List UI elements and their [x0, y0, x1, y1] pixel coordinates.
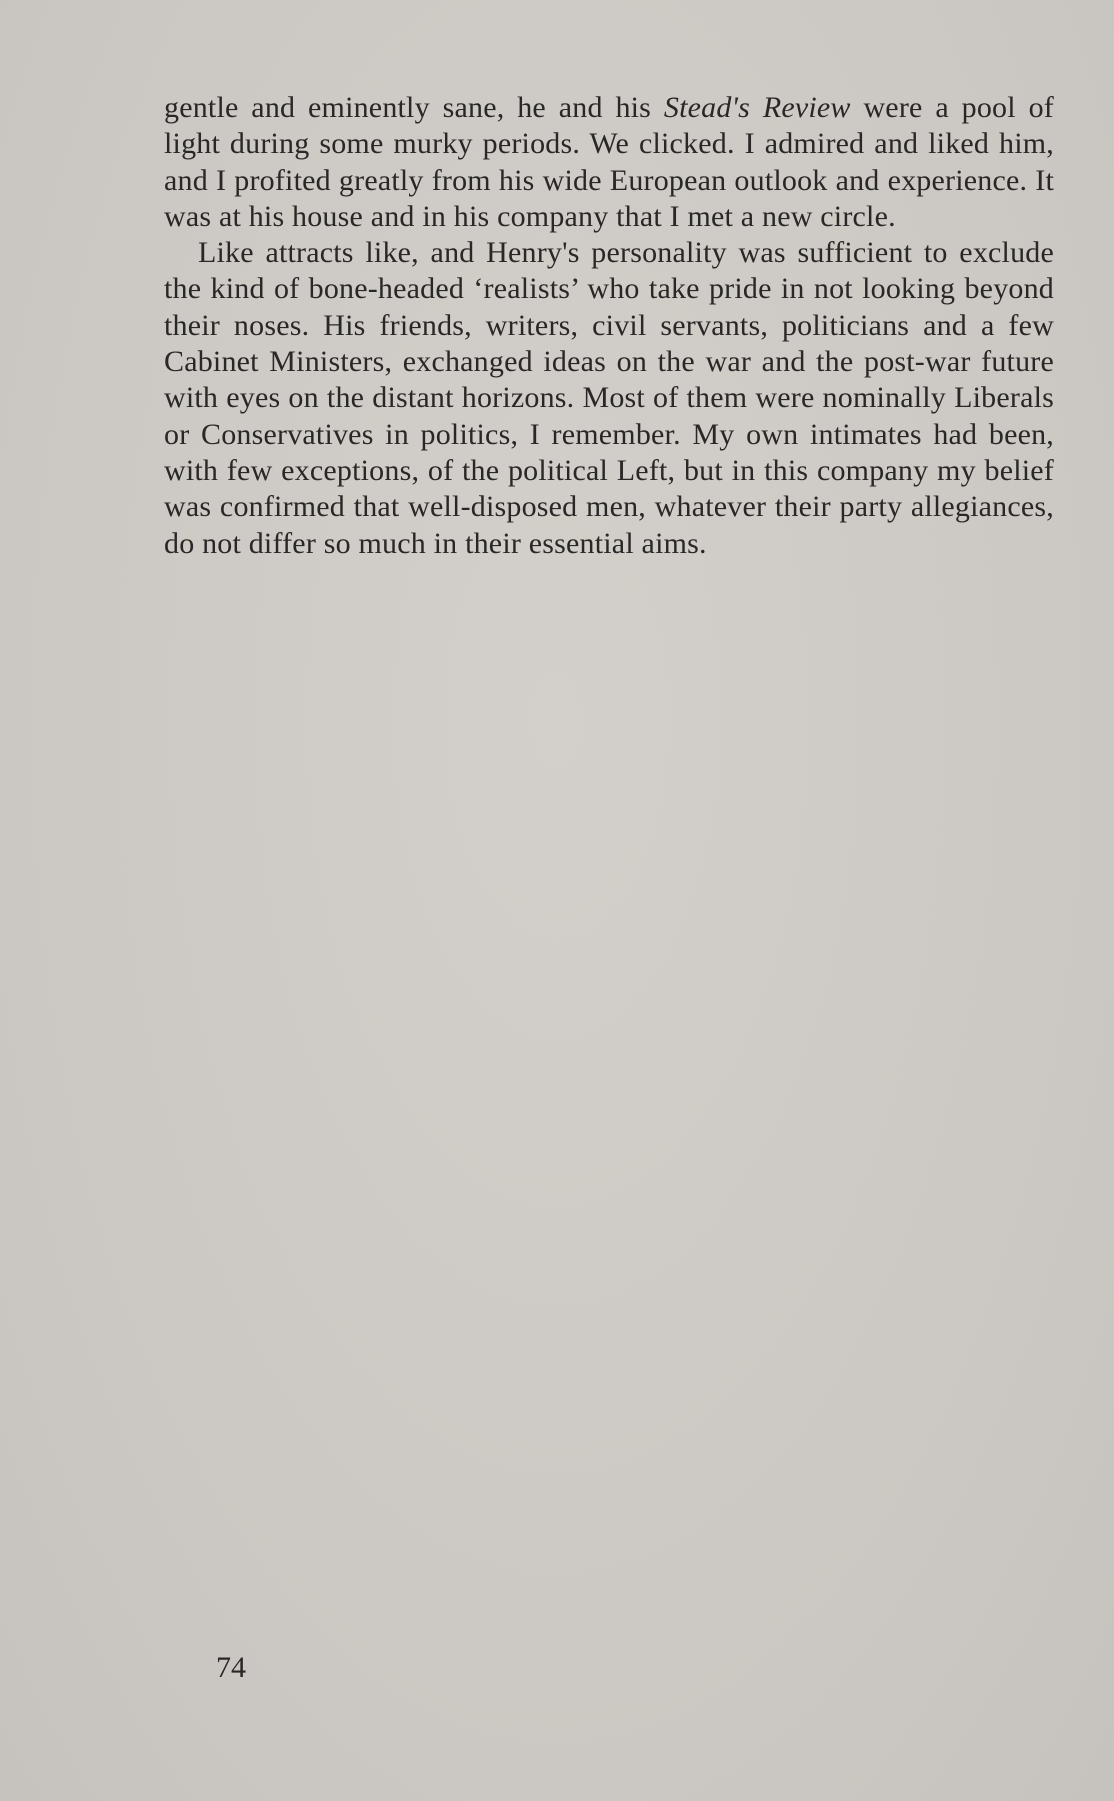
- page-number: 74: [216, 1651, 246, 1684]
- publication-title: Stead's Review: [663, 91, 851, 124]
- paragraph-1: [164, 90, 1054, 235]
- paragraph-1-end: were a pool of light during some murky periods. We clicked. I admired and liked him, and I profited greatly from his wide European outlook and experience. It was at his house and in his company that I met a new circle.: [164, 91, 1054, 233]
- paragraph-1-start: gentle and eminently sane, he and his: [164, 91, 664, 124]
- body-text: [164, 90, 1054, 562]
- paragraph-2: Like attracts like, and Henry's personality was sufficient to exclude the kind of bone-headed ‘realists’ who take pride in not looking beyond their noses. His friends, writers, civil servants, politicians and a few Cabinet Ministers, exchanged ideas on the war and the post-war future with eyes on the distant horizons. Most of them were nominally Liberals or Conservatives in politics, I remember. My own intimates had been, with few exceptions, of the political Left, but in this company my belief was confirmed that well-disposed men, whatever their party allegiances, do not differ so much in their essential aims.: [164, 236, 1054, 560]
